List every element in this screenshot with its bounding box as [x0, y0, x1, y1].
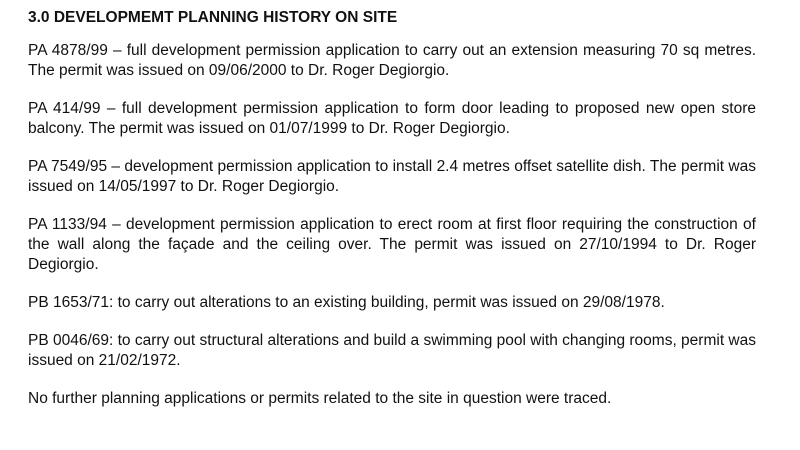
history-entry-pa-7549-95: PA 7549/95 – development permission application to install 2.4 metres offset satellite dish. The permit was issued on 14/05/1997 to Dr. Roger Degiorgio.	[28, 158, 756, 195]
history-entry-pa-414-99: PA 414/99 – full development permission application to form door leading to proposed new open store balcony. The permit was issued on 01/07/1999 to Dr. Roger Degiorgio.	[28, 100, 756, 137]
history-entry-pb-0046-69: PB 0046/69: to carry out structural alterations and build a swimming pool with changing rooms, permit was issued on 21/02/1972.	[28, 332, 756, 369]
history-entry-pa-4878-99: PA 4878/99 – full development permission application to carry out an extension measuring 70 sq metres. The permit was issued on 09/06/2000 to Dr. Roger Degiorgio.	[28, 42, 756, 79]
section-heading: 3.0 DEVELOPMEMT PLANNING HISTORY ON SITE	[28, 9, 398, 26]
closing-statement: No further planning applications or permits related to the site in question were traced.	[28, 390, 612, 407]
document-page	[28, 8, 756, 427]
history-entry-pa-1133-94: PA 1133/94 – development permission application to erect room at first floor requiring the construction of the wall along the façade and the ceiling over. The permit was issued on 27/10/1994 to Dr. Roger Degiorgio.	[28, 216, 756, 273]
history-entry-pb-1653-71: PB 1653/71: to carry out alterations to an existing building, permit was issued on 29/08/1978.	[28, 294, 665, 311]
